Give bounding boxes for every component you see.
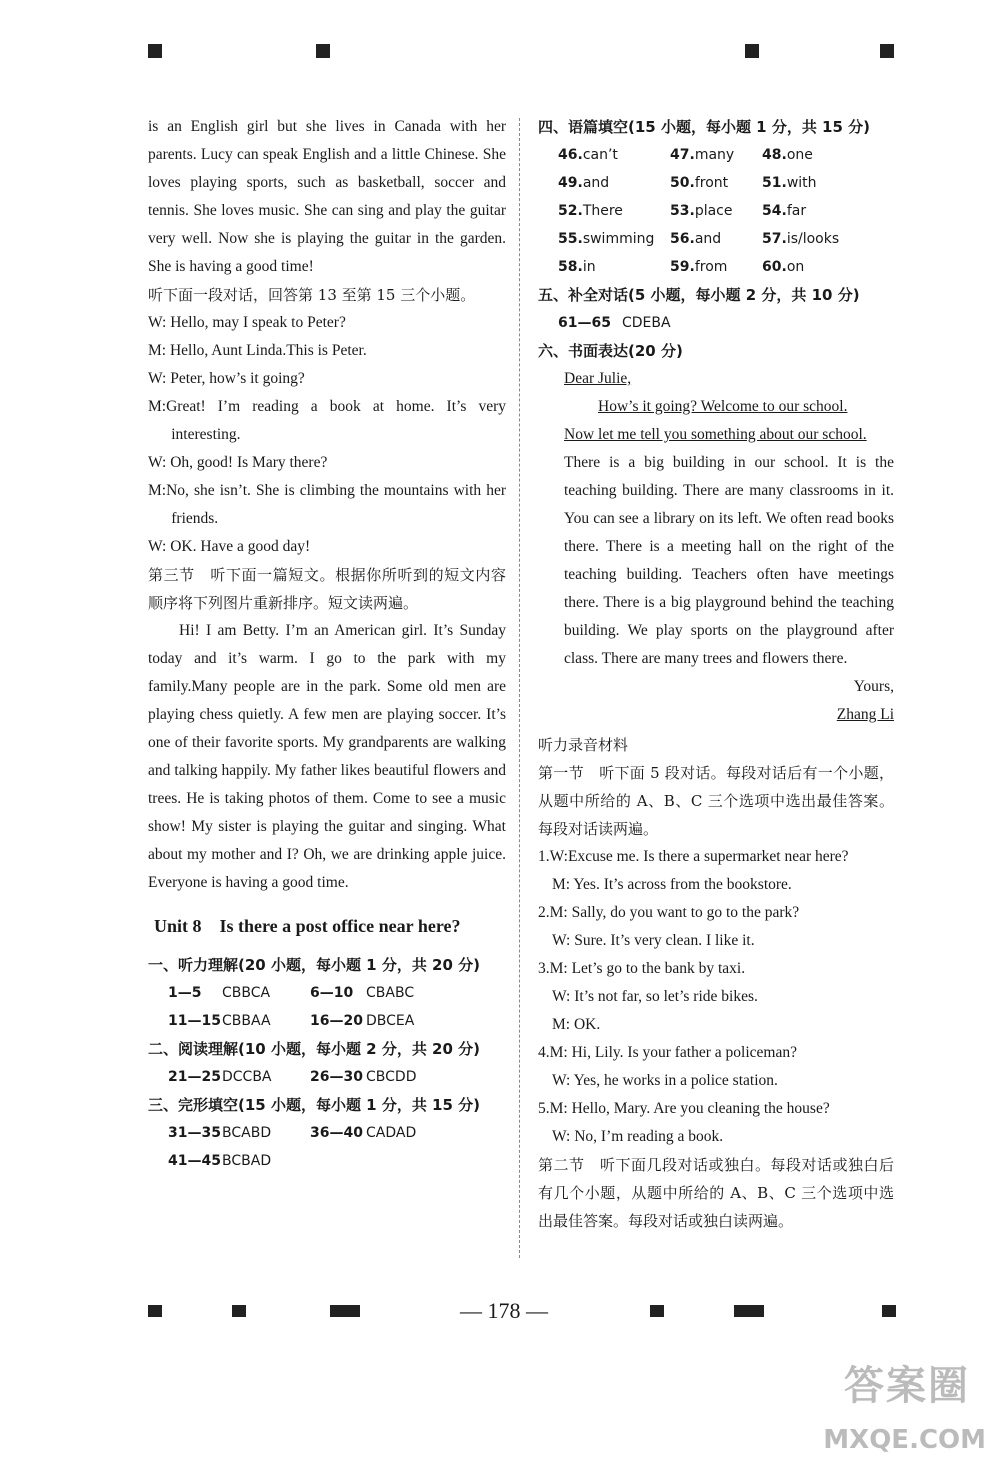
fill-item: [670, 197, 762, 225]
listening-line: 4.M: Hi, Lily. Is your father a policeman?: [538, 1044, 797, 1061]
letter-line: Now let me tell you something about our school.: [564, 426, 867, 443]
fill-number: 51.: [762, 175, 787, 191]
answer-key: 16—20: [310, 1013, 363, 1029]
fill-number: 57.: [762, 231, 787, 247]
letter-greeting: Dear Julie,: [564, 370, 632, 387]
answer-row: [148, 979, 506, 1007]
answer-value: DBCEA: [366, 1013, 415, 1029]
letter-signature: Zhang Li: [836, 706, 894, 723]
left-column: [148, 113, 506, 1175]
fill-item: [670, 169, 762, 197]
fill-item: [558, 197, 670, 225]
answer-key: 26—30: [310, 1069, 363, 1085]
dialogue-line: W: OK. Have a good day!: [148, 538, 311, 555]
fill-row: [538, 253, 894, 281]
section-heading-reading: 二、阅读理解(10 小题，每小题 2 分，共 20 分): [148, 1040, 481, 1058]
unit-title: Is there a post office near here?: [219, 916, 461, 936]
answer-value: CDEBA: [622, 315, 671, 331]
answer-row: [538, 309, 894, 337]
listening-line: 5.M: Hello, Mary. Are you cleaning the house?: [538, 1100, 830, 1117]
answer-value: CBBAA: [222, 1013, 271, 1029]
section4-heading: 四、语篇填空(15 小题，每小题 1 分，共 15 分): [538, 118, 871, 136]
registration-mark-bottom-1: [148, 1305, 162, 1317]
answer-row: [148, 1147, 506, 1175]
answer-key: 11—15: [168, 1013, 221, 1029]
fill-item: [670, 253, 762, 281]
fill-word: swimming: [582, 231, 655, 247]
answer-value: CBCDD: [366, 1069, 417, 1085]
listening-line: 3.M: Let’s go to the bank by taxi.: [538, 960, 746, 977]
fill-word: on: [786, 259, 805, 275]
letter-line: How’s it going? Welcome to our school.: [598, 398, 848, 415]
answer-row: [148, 1007, 506, 1035]
answer-key: 6—10: [310, 985, 354, 1001]
page-number: — 178 —: [460, 1298, 548, 1323]
listening-line: 2.M: Sally, do you want to go to the park?: [538, 904, 800, 921]
answer-value: CBBCA: [222, 985, 271, 1001]
answer-key: 21—25: [168, 1069, 221, 1085]
answer-key: 61—65: [558, 315, 611, 331]
registration-mark-bottom-2: [232, 1305, 246, 1317]
fill-word: There: [582, 203, 623, 219]
fill-word: in: [582, 259, 596, 275]
listening-line: W: It’s not far, so let’s ride bikes.: [552, 988, 758, 1005]
fill-number: 47.: [670, 147, 695, 163]
registration-mark-bottom-3: [330, 1305, 360, 1317]
section1-intro: 第一节 听下面 5 段对话。每段对话后有一个小题，从题中所给的 A、B、C 三个选项中选出最佳答案。每段对话读两遍。: [538, 764, 894, 838]
fill-word: far: [786, 203, 807, 219]
registration-mark-top-1: [148, 44, 162, 58]
fill-word: one: [786, 147, 813, 163]
answer-key: 36—40: [310, 1125, 363, 1141]
section2-intro: 第二节 听下面几段对话或独白。每段对话或独白后有几个小题，从题中所给的 A、B、C 三个选项中选出最佳答案。每段对话或独白读两遍。: [538, 1156, 894, 1230]
fill-word: from: [694, 259, 728, 275]
fill-item: [762, 169, 817, 197]
fill-row: [538, 225, 894, 253]
answer-value: BCBAD: [222, 1153, 272, 1169]
dialogue-line: M:Great! I’m reading a book at home. It’s very interesting.: [148, 398, 506, 443]
letter-body: There is a big building in our school. It is the teaching building. There are many classrooms in it. You can see a library on its left. We often read books there. There is a meeting hall on the right of the teaching building. Teachers often have meetings there. There is a big playground behind the teaching building. We play sports on the playground after class. There are many trees and flowers there.: [564, 454, 894, 667]
registration-mark-bottom-5: [734, 1305, 764, 1317]
section6-heading: 六、书面表达(20 分): [538, 342, 683, 360]
dialogue-line: M: Hello, Aunt Linda.This is Peter.: [148, 342, 367, 359]
watermark-logo: 答案圈: [844, 1363, 970, 1409]
listening-line: W: Yes, he works in a police station.: [552, 1072, 778, 1089]
answer-key: 1—5: [168, 985, 202, 1001]
fill-row: [538, 197, 894, 225]
listening-line: M: OK.: [552, 1016, 601, 1033]
registration-mark-top-4: [880, 44, 894, 58]
section-heading-listening: 一、听力理解(20 小题，每小题 1 分，共 20 分): [148, 956, 481, 974]
answer-row: [148, 1119, 506, 1147]
fill-item: [762, 197, 806, 225]
fill-item: [670, 141, 762, 169]
fill-row: [538, 169, 894, 197]
fill-item: [558, 253, 670, 281]
answer-value: DCCBA: [222, 1069, 272, 1085]
listening-line: 1.W:Excuse me. Is there a supermarket near here?: [538, 848, 849, 865]
fill-word: front: [694, 175, 729, 191]
answer-value: CBABC: [366, 985, 415, 1001]
answer-key: 31—35: [168, 1125, 221, 1141]
dialogue-line: M:No, she isn’t. She is climbing the mountains with her friends.: [148, 482, 506, 527]
listening-heading: 听力录音材料: [538, 736, 629, 754]
registration-mark-bottom-4: [650, 1305, 664, 1317]
passage-paragraph: Hi! I am Betty. I’m an American girl. It’s Sunday today and it’s warm. I go to the park with my family.Many people are in the park. Some old men are playing chess quietly. A few men are playing soccer. It’s one of their favorite sports. My grandparents are walking and talking happily. My father likes beautiful flowers and trees. He is taking photos of them. Come to see a music show! My sister is playing the guitar and singing. What about my mother and I? Oh, we are drinking apple juice. Everyone is having a good time.: [148, 622, 506, 891]
fill-word: can’t: [582, 147, 618, 163]
fill-item: [670, 225, 762, 253]
letter-closing: Yours,: [853, 678, 894, 695]
fill-number: 50.: [670, 175, 695, 191]
unit-heading: [154, 911, 506, 941]
right-column: [538, 113, 894, 1235]
listening-line: W: No, I’m reading a book.: [552, 1128, 724, 1145]
dialogue-intro: 听下面一段对话，回答第 13 至第 15 三个小题。: [148, 286, 476, 304]
fill-number: 53.: [670, 203, 695, 219]
answer-value: CADAD: [366, 1125, 417, 1141]
fill-item: [762, 141, 813, 169]
fill-number: 59.: [670, 259, 695, 275]
section3-intro: 第三节 听下面一篇短文。根据你所听到的短文内容顺序将下列图片重新排序。短文读两遍。: [148, 566, 506, 612]
fill-word: place: [694, 203, 733, 219]
fill-item: [558, 169, 670, 197]
registration-mark-bottom-6: [882, 1305, 896, 1317]
dialogue-line: W: Hello, may I speak to Peter?: [148, 314, 346, 331]
listening-line: M: Yes. It’s across from the bookstore.: [552, 876, 792, 893]
fill-word: and: [694, 231, 722, 247]
fill-item: [558, 225, 670, 253]
fill-number: 48.: [762, 147, 787, 163]
fill-word: is/looks: [786, 231, 840, 247]
answer-row: [148, 1063, 506, 1091]
fill-item: [762, 225, 839, 253]
fill-row: [538, 141, 894, 169]
section5-heading: 五、补全对话(5 小题，每小题 2 分，共 10 分): [538, 286, 860, 304]
fill-item: [762, 253, 804, 281]
fill-word: many: [694, 147, 735, 163]
watermark-url: MXQE.COM: [823, 1425, 986, 1455]
fill-number: 56.: [670, 231, 695, 247]
unit-label: Unit 8: [154, 916, 202, 936]
registration-mark-top-2: [316, 44, 330, 58]
fill-number: 46.: [558, 147, 583, 163]
fill-number: 52.: [558, 203, 583, 219]
section-heading-cloze: 三、完形填空(15 小题，每小题 1 分，共 15 分): [148, 1096, 481, 1114]
story-paragraph: is an English girl but she lives in Canada with her parents. Lucy can speak English and a little Chinese. She loves playing sports, such as basketball, soccer and tennis. She loves music. She can sing and play the guitar very well. Now she is playing the guitar in the garden. She is having a good time!: [148, 118, 506, 275]
answer-key: 41—45: [168, 1153, 221, 1169]
column-divider: [519, 118, 520, 1258]
fill-item: [558, 141, 670, 169]
fill-number: 55.: [558, 231, 583, 247]
dialogue-line: W: Oh, good! Is Mary there?: [148, 454, 328, 471]
fill-number: 54.: [762, 203, 787, 219]
fill-word: and: [582, 175, 610, 191]
fill-number: 58.: [558, 259, 583, 275]
fill-number: 60.: [762, 259, 787, 275]
dialogue-line: W: Peter, how’s it going?: [148, 370, 305, 387]
fill-number: 49.: [558, 175, 583, 191]
registration-mark-top-3: [745, 44, 759, 58]
fill-word: with: [786, 175, 817, 191]
listening-line: W: Sure. It’s very clean. I like it.: [552, 932, 755, 949]
answer-value: BCABD: [222, 1125, 272, 1141]
